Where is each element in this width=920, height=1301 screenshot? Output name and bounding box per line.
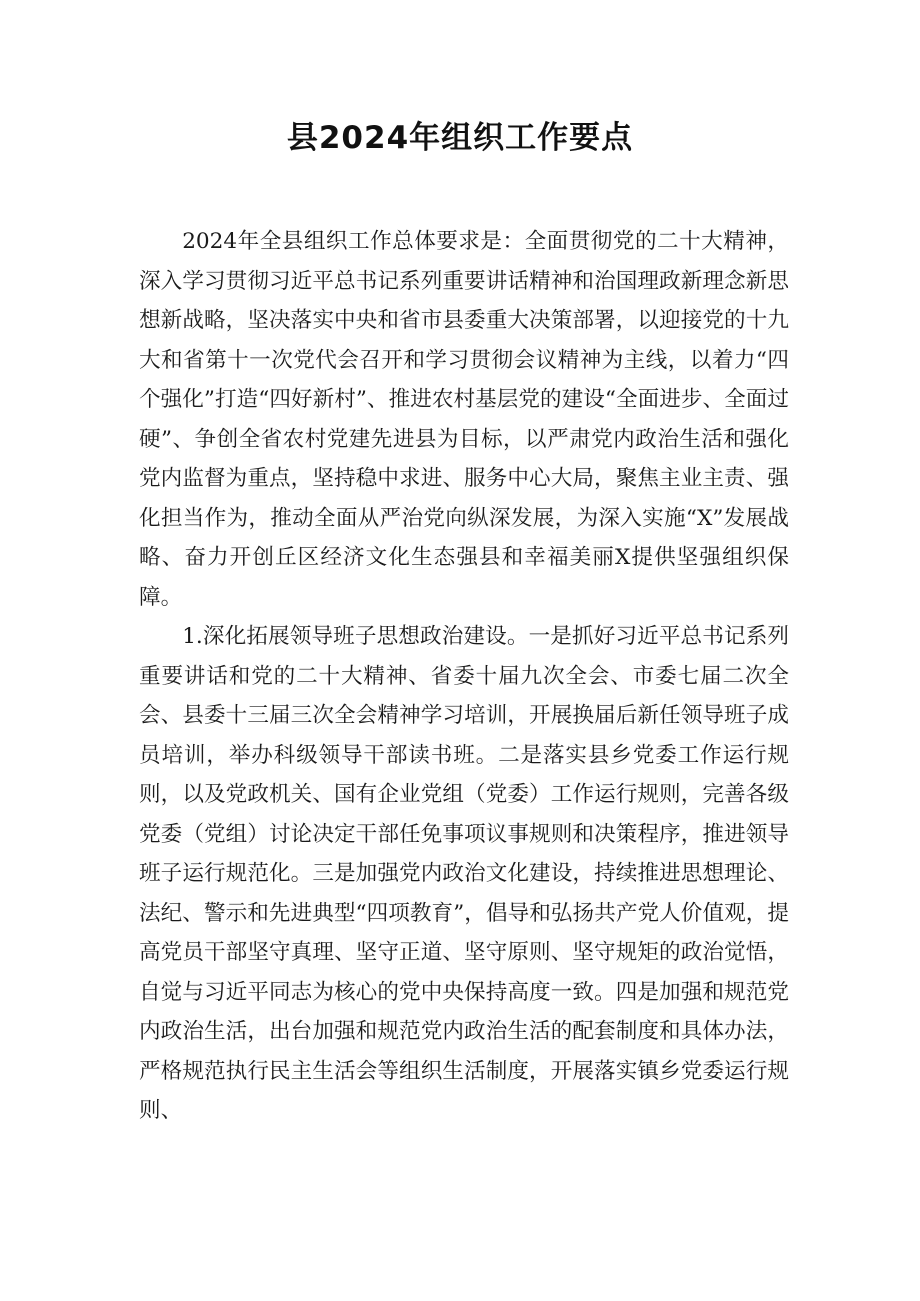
document-title: 县2024年组织工作要点: [286, 120, 634, 156]
section-1-paragraph: 1.深化拓展领导班子思想政治建设。一是抓好习近平总书记系列重要讲话和党的二十大精神、省委十届九次全会、市委七届二次全会、县委十三届三次全会精神学习培训，开展换届后新任领导班子成员培训，举办科级领导干部读书班。二是落实县乡党委工作运行规则，以及党政机关、国有企业党组（党委）工作运行规则，完善各级党委（党组）讨论决定干部任免事项议事规则和决策程序，推进领导班子运行规范化。三是加强党内政治文化建设，持续推进思想理论、法纪、警示和先进典型“四项教育”，倡导和弘扬共产党人价值观，提高党员干部坚守真理、坚守正道、坚守原则、坚守规矩的政治觉悟，自觉与习近平同志为核心的党中央保持高度一致。四是加强和规范党内政治生活，出台加强和规范党内政治生活的配套制度和具体办法，严格规范执行民主生活会等组织生活制度，开展落实镇乡党委运行规则、: [139, 624, 789, 1123]
intro-paragraph: 2024年全县组织工作总体要求是：全面贯彻党的二十大精神，深入学习贯彻习近平总书记系列重要讲话精神和治国理政新理念新思想新战略，坚决落实中央和省市县委重大决策部署，以迎接党的十九大和省第十一次党代会召开和学习贯彻会议精神为主线，以着力“四个强化”打造“四好新村”、推进农村基层党的建设“全面进步、全面过硬”、争创全省农村党建先进县为目标，以严肃党内政治生活和强化党内监督为重点，坚持稳中求进、服务中心大局，聚焦主业主责、强化担当作为，推动全面从严治党向纵深发展，为深入实施“X”发展战略、奋力开创丘区经济文化生态强县和幸福美丽X提供坚强组织保障。: [139, 229, 789, 610]
document-body: [139, 222, 789, 1131]
